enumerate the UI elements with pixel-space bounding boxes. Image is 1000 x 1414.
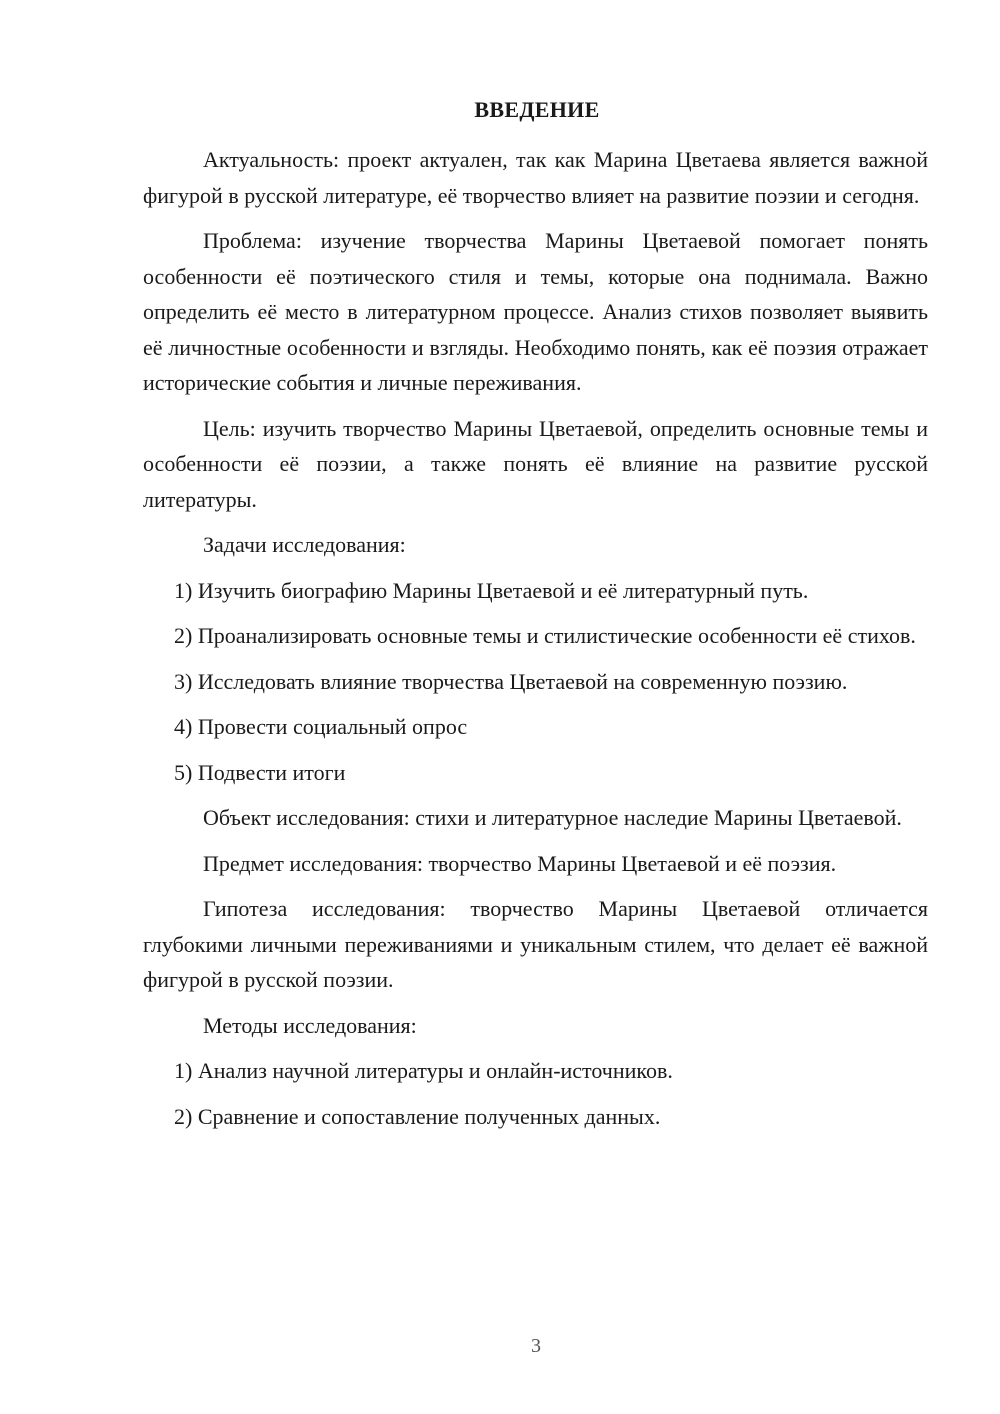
method-item-1: 1) Анализ научной литературы и онлайн-источников. <box>174 1058 673 1083</box>
relevance-paragraph: Актуальность: проект актуален, так как Марина Цветаева является важной фигурой в русской литературе, её творчество влияет на развитие поэзии и сегодня. <box>143 147 928 208</box>
object-paragraph: Объект исследования: стихи и литературное наследие Марины Цветаевой. <box>203 805 902 830</box>
task-item-3: 3) Исследовать влияние творчества Цветаевой на современную поэзию. <box>174 668 848 694</box>
methods-heading: Методы исследования: <box>203 1012 417 1038</box>
page-title: ВВЕДЕНИЕ <box>474 97 600 122</box>
page-number: 3 <box>531 1335 541 1357</box>
method-item-2: 2) Сравнение и сопоставление полученных данных. <box>174 1103 661 1129</box>
task-item-1: 1) Изучить биографию Марины Цветаевой и её литературный путь. <box>174 577 809 603</box>
goal-paragraph: Цель: изучить творчество Марины Цветаевой, определить основные темы и особенности её поэзии, а также понять её влияние на развитие русской литературы. <box>143 415 928 512</box>
subject-paragraph: Предмет исследования: творчество Марины Цветаевой и её поэзия. <box>203 850 837 876</box>
task-item-2: 2) Проанализировать основные темы и стилистические особенности её стихов. <box>174 623 916 648</box>
task-item-4: 4) Провести социальный опрос <box>174 714 468 739</box>
task-item-5: 5) Подвести итоги <box>174 759 346 785</box>
tasks-heading: Задачи исследования: <box>203 532 406 557</box>
hypothesis-paragraph: Гипотеза исследования: творчество Марины Цветаевой отличается глубокими личными переживаниями и уникальным стилем, что делает её важной фигурой в русской поэзии. <box>143 896 928 992</box>
problem-paragraph: Проблема: изучение творчества Марины Цветаевой помогает понять особенности её поэтического стиля и темы, которые она поднимала. Важно определить её место в литературном процессе. Анализ стихов позволяет выявить её личностные особенности и взгляды. Необходимо понять, как её поэзия отражает исторические события и личные переживания. <box>143 228 928 395</box>
document-body <box>143 142 928 1144</box>
